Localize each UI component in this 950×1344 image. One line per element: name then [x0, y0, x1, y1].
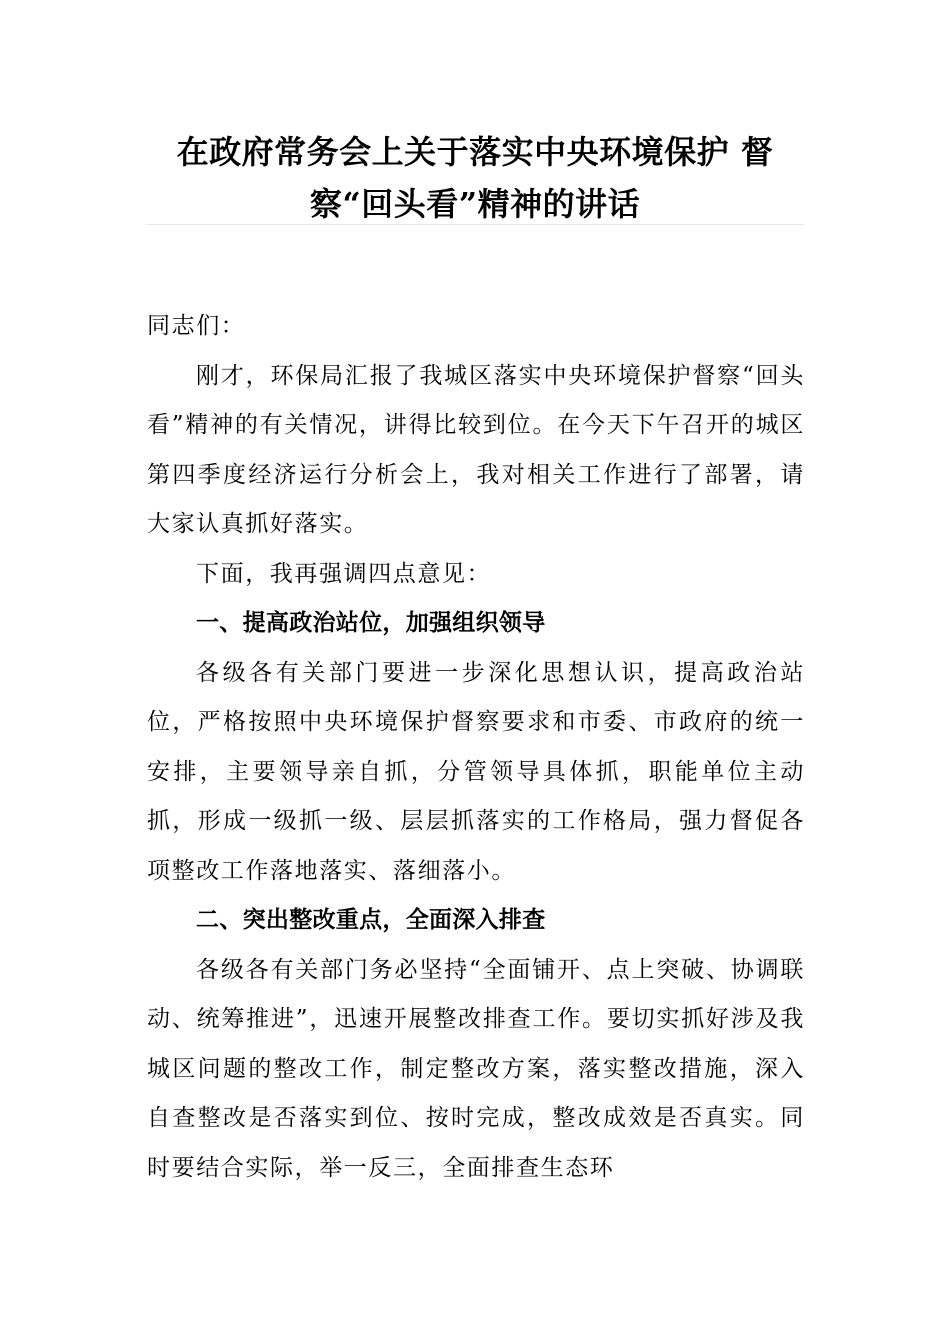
section-heading-1: 一、提高政治站位，加强组织领导	[196, 610, 546, 636]
document-title: 在政府常务会上关于落实中央环境保护 督察“回头看”精神的讲话	[176, 133, 774, 223]
section-heading-2: 二、突出整改重点，全面深入排查	[196, 907, 546, 933]
salutation: 同志们：	[147, 313, 246, 339]
intro-paragraph: 刚才，环保局汇报了我城区落实中央环境保护督察“回头看”精神的有关情况，讲得比较到位。在今天下午召开的城区第四季度经济运行分析会上，我对相关工作进行了部署，请大家认真抓好落实。	[147, 362, 805, 537]
section-paragraph-2: 各级各有关部门务必坚持“全面铺开、点上突破、协调联动、统筹推进”，迅速开展整改排查工作。要切实抓好涉及我城区问题的整改工作，制定整改方案，落实整改措施，深入自查整改是否落实到位、按时完成，整改成效是否真实。同时要结合实际，举一反三，全面排查生态环	[147, 956, 805, 1181]
title-divider	[146, 224, 804, 225]
transition-paragraph: 下面，我再强调四点意见：	[196, 560, 492, 587]
section-paragraph-1: 各级各有关部门要进一步深化思想认识，提高政治站位，严格按照中央环境保护督察要求和市委、市政府的统一安排，主要领导亲自抓，分管领导具体抓，职能单位主动抓，形成一级抓一级、层层抓落实的工作格局，强力督促各项整改工作落地落实、落细落小。	[147, 659, 805, 884]
document-body	[147, 302, 805, 1193]
